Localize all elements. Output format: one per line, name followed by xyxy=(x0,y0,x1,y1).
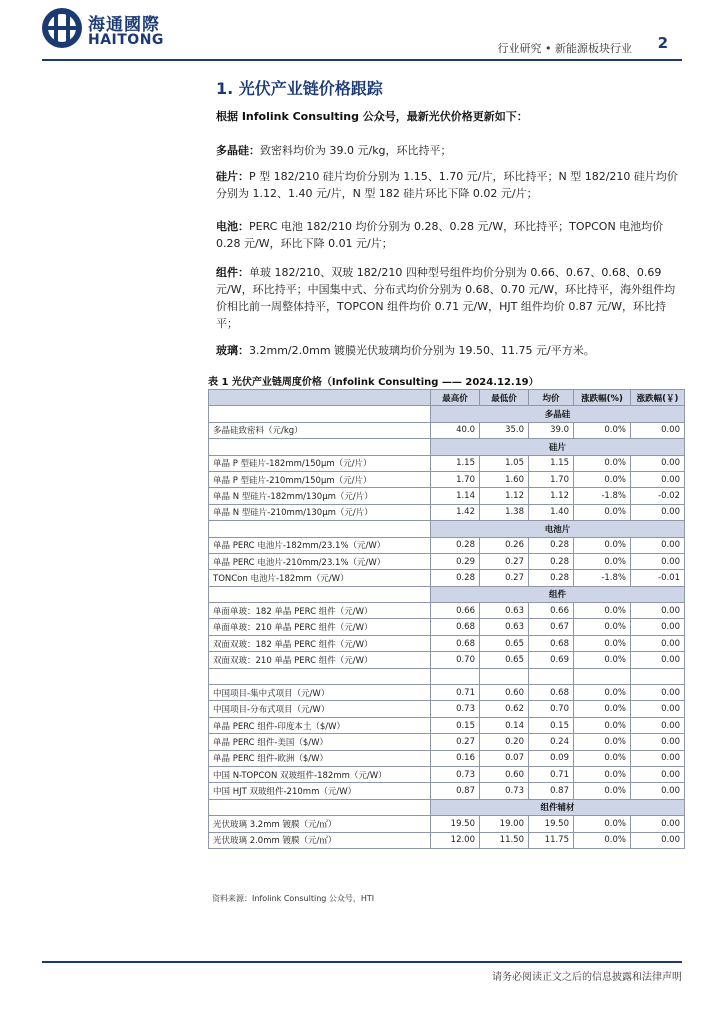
table-row xyxy=(209,537,685,553)
haitong-logo-icon xyxy=(42,8,82,48)
table-cell: 0.00 xyxy=(631,537,685,553)
table-row xyxy=(209,717,685,733)
table-cell: 0.28 xyxy=(529,570,574,586)
table-cell: 1.38 xyxy=(480,504,529,520)
table-cell: 0.07 xyxy=(480,750,529,766)
table-category-row xyxy=(209,521,685,537)
table-cell: 1.05 xyxy=(480,455,529,471)
paragraph-cell: 电池：PERC 电池 182/210 均价分别为 0.28、0.28 元/W，环比持平；TOPCON 电池均价 0.28 元/W，环比下降 0.01 元/片； xyxy=(216,220,664,250)
table-cell: 0.27 xyxy=(480,570,529,586)
table-row xyxy=(209,422,685,438)
table-cell: 0.00 xyxy=(631,816,685,832)
table-cell: 0.16 xyxy=(431,750,480,766)
price-table-container xyxy=(208,389,684,849)
table-cell: 0.27 xyxy=(480,553,529,569)
table-cell: 0.28 xyxy=(431,537,480,553)
table-body xyxy=(209,406,685,849)
table-cell xyxy=(574,668,631,684)
table-row xyxy=(209,455,685,471)
table-row-label: 单晶 PERC 组件-欧洲（$/W） xyxy=(209,750,431,766)
table-cell: 0.73 xyxy=(480,783,529,799)
table-cell: 0.00 xyxy=(631,603,685,619)
table-category-row xyxy=(209,586,685,602)
table-cell: 1.70 xyxy=(529,471,574,487)
section-title: 1. 光伏产业链价格跟踪 xyxy=(216,79,383,98)
table-cell: 12.00 xyxy=(431,832,480,848)
table-cell: 0.00 xyxy=(631,652,685,668)
table-cell: 19.50 xyxy=(431,816,480,832)
table-row-label: 光伏玻璃 2.0mm 镀膜（元/㎡） xyxy=(209,832,431,848)
table-cell: 0.0% xyxy=(574,783,631,799)
paragraph-polysilicon: 多晶硅：致密料均价为 39.0 元/kg，环比持平； xyxy=(216,144,452,157)
table-cell: 0.71 xyxy=(431,685,480,701)
table-cell: 0.00 xyxy=(631,783,685,799)
table-row xyxy=(209,816,685,832)
table-row-label: 单面单玻：182 单晶 PERC 组件（元/W） xyxy=(209,603,431,619)
table-cell: 0.0% xyxy=(574,750,631,766)
table-cell: 0.0% xyxy=(574,537,631,553)
table-cell: 0.87 xyxy=(431,783,480,799)
table-cell: 0.70 xyxy=(529,701,574,717)
table-cell: 0.68 xyxy=(431,619,480,635)
table-category-label: 组件辅材 xyxy=(431,799,685,815)
table-row-label: 单晶 N 型硅片-182mm/130μm（元/片） xyxy=(209,488,431,504)
table-row xyxy=(209,685,685,701)
table-row xyxy=(209,652,685,668)
table-cell: 0.68 xyxy=(431,635,480,651)
table-category-label: 组件 xyxy=(431,586,685,602)
table-cell: 39.0 xyxy=(529,422,574,438)
logo-chinese-text: 海通國際 xyxy=(88,15,160,35)
logo-english-text: HAITONG xyxy=(88,32,164,48)
table-header-cell: 最高价 xyxy=(431,390,480,406)
table-cell: 11.50 xyxy=(480,832,529,848)
table-cell: 0.00 xyxy=(631,734,685,750)
table-cell: 1.42 xyxy=(431,504,480,520)
table-header-row xyxy=(209,390,685,406)
table-cell: 0.00 xyxy=(631,766,685,782)
table-cell: 35.0 xyxy=(480,422,529,438)
table-cell: 0.0% xyxy=(574,685,631,701)
table-row-label: 中国项目-分布式项目（元/W） xyxy=(209,701,431,717)
table-category-row xyxy=(209,406,685,422)
page-number: 2 xyxy=(657,34,668,52)
table-cell xyxy=(480,668,529,684)
table-cell: 0.73 xyxy=(431,766,480,782)
table-cell: 0.15 xyxy=(529,717,574,733)
table-cell: 0.00 xyxy=(631,717,685,733)
table-row-label: 单晶 PERC 电池片-210mm/23.1%（元/W） xyxy=(209,553,431,569)
table-row-label: 双面双玻：210 单晶 PERC 组件（元/W） xyxy=(209,652,431,668)
table-header-cell: 均价 xyxy=(529,390,574,406)
table-cell xyxy=(431,668,480,684)
table-cell: 0.63 xyxy=(480,603,529,619)
table-cell: 0.00 xyxy=(631,701,685,717)
table-row-label: 光伏玻璃 3.2mm 镀膜（元/㎡） xyxy=(209,816,431,832)
table-cell: -1.8% xyxy=(574,570,631,586)
table-cell: 0.0% xyxy=(574,603,631,619)
table-row xyxy=(209,635,685,651)
table-cell xyxy=(209,406,431,422)
table-row xyxy=(209,471,685,487)
table-source: 资料来源：Infolink Consulting 公众号，HTI xyxy=(212,894,375,903)
table-cell: 0.00 xyxy=(631,553,685,569)
table-cell: 0.73 xyxy=(431,701,480,717)
table-header-cell xyxy=(209,390,431,406)
table-row xyxy=(209,570,685,586)
paragraph-module: 组件：单玻 182/210、双玻 182/210 四种型号组件均价分别为 0.66、0.67、0.68、0.69 元/W，环比持平；中国集中式、分布式均价分别为 0.68、0.70 元/W，环比持平，海外组件均价相比前一周整体持平，TOPCON 组件均价 0.71 元/W，HJT 组件均价 0.87 元/W，环比持平； xyxy=(216,266,676,330)
table-row-label: 单晶 P 型硅片-182mm/150μm（元/片） xyxy=(209,455,431,471)
table-category-row xyxy=(209,799,685,815)
table-cell: 0.0% xyxy=(574,553,631,569)
table-row xyxy=(209,734,685,750)
table-cell xyxy=(529,668,574,684)
table-row-label: 双面双玻：182 单晶 PERC 组件（元/W） xyxy=(209,635,431,651)
price-table xyxy=(208,389,685,849)
table-category-label: 硅片 xyxy=(431,439,685,455)
table-cell: 0.28 xyxy=(529,537,574,553)
haitong-logo xyxy=(42,8,162,52)
table-cell: 0.00 xyxy=(631,422,685,438)
table-cell: 0.27 xyxy=(431,734,480,750)
table-cell: 0.68 xyxy=(529,685,574,701)
table-cell: 0.62 xyxy=(480,701,529,717)
table-cell: 0.65 xyxy=(480,635,529,651)
table-row xyxy=(209,619,685,635)
table-cell: 0.67 xyxy=(529,619,574,635)
table-row xyxy=(209,504,685,520)
table-cell xyxy=(209,586,431,602)
table-row xyxy=(209,553,685,569)
table-cell: 0.00 xyxy=(631,750,685,766)
table-cell xyxy=(631,668,685,684)
table-cell: 0.69 xyxy=(529,652,574,668)
table-cell: 0.0% xyxy=(574,734,631,750)
table-row-label: TONCon 电池片-182mm（元/W） xyxy=(209,570,431,586)
table-row-label: 单晶 N 型硅片-210mm/130μm（元/片） xyxy=(209,504,431,520)
table-cell: 0.0% xyxy=(574,816,631,832)
table-cell: 0.0% xyxy=(574,717,631,733)
table-cell: 11.75 xyxy=(529,832,574,848)
footer-divider xyxy=(42,961,682,963)
table-cell: 0.28 xyxy=(431,570,480,586)
table-cell: 0.29 xyxy=(431,553,480,569)
table-cell: -0.02 xyxy=(631,488,685,504)
table-cell: 0.0% xyxy=(574,619,631,635)
table-cell: 0.15 xyxy=(431,717,480,733)
table-cell: 0.00 xyxy=(631,619,685,635)
table-cell: 0.60 xyxy=(480,685,529,701)
table-header-cell: 涨跌幅(￥) xyxy=(631,390,685,406)
table-category-label: 多晶硅 xyxy=(431,406,685,422)
table-row-label: 中国 HJT 双玻组件-210mm（元/W） xyxy=(209,783,431,799)
table-cell xyxy=(209,668,431,684)
table-row-label: 单晶 PERC 组件-美国（$/W） xyxy=(209,734,431,750)
table-cell: 0.87 xyxy=(529,783,574,799)
table-cell: 0.0% xyxy=(574,455,631,471)
table-row xyxy=(209,832,685,848)
table-cell: 0.0% xyxy=(574,766,631,782)
header-divider xyxy=(42,59,682,61)
intro-paragraph: 根据 Infolink Consulting 公众号，最新光伏价格更新如下： xyxy=(216,110,528,123)
table-cell: 0.20 xyxy=(480,734,529,750)
page-header xyxy=(0,0,724,62)
table-cell: 0.60 xyxy=(480,766,529,782)
paragraph-wafer: 硅片：P 型 182/210 硅片均价分别为 1.15、1.70 元/片，环比持平；N 型 182/210 硅片均价分别为 1.12、1.40 元/片，N 型 182 硅片环比下降 0.02 元/片； xyxy=(216,170,678,200)
table-cell: -0.01 xyxy=(631,570,685,586)
table-cell: 1.15 xyxy=(431,455,480,471)
table-cell: 0.24 xyxy=(529,734,574,750)
table-row-label: 单晶 PERC 电池片-182mm/23.1%（元/W） xyxy=(209,537,431,553)
table-cell: 0.0% xyxy=(574,471,631,487)
table-cell: 0.0% xyxy=(574,422,631,438)
paragraph-glass: 玻璃：3.2mm/2.0mm 镀膜光伏玻璃均价分别为 19.50、11.75 元/平方米。 xyxy=(216,344,595,357)
table-row-label: 单面单玻：210 单晶 PERC 组件（元/W） xyxy=(209,619,431,635)
table-row xyxy=(209,783,685,799)
table-cell: 1.12 xyxy=(480,488,529,504)
table-header-cell: 最低价 xyxy=(480,390,529,406)
table-cell: 0.14 xyxy=(480,717,529,733)
table-row xyxy=(209,488,685,504)
table-cell: 0.26 xyxy=(480,537,529,553)
table-cell: 0.09 xyxy=(529,750,574,766)
table-row xyxy=(209,766,685,782)
table-caption: 表 1 光伏产业链周度价格（Infolink Consulting —— 2024.12.19） xyxy=(208,377,539,388)
table-cell: 1.12 xyxy=(529,488,574,504)
table-cell xyxy=(209,521,431,537)
table-cell: 1.60 xyxy=(480,471,529,487)
table-cell: -1.8% xyxy=(574,488,631,504)
table-cell: 0.00 xyxy=(631,504,685,520)
table-row-label: 中国 N-TOPCON 双玻组件-182mm（元/W） xyxy=(209,766,431,782)
table-cell: 0.28 xyxy=(529,553,574,569)
table-cell: 40.0 xyxy=(431,422,480,438)
table-cell: 0.0% xyxy=(574,635,631,651)
table-cell: 0.71 xyxy=(529,766,574,782)
table-cell: 0.00 xyxy=(631,455,685,471)
table-cell xyxy=(209,799,431,815)
table-cell: 0.00 xyxy=(631,685,685,701)
table-category-row xyxy=(209,439,685,455)
table-row-label: 多晶硅致密料（元/kg） xyxy=(209,422,431,438)
table-row-label: 单晶 P 型硅片-210mm/150μm（元/片） xyxy=(209,471,431,487)
table-cell: 0.66 xyxy=(431,603,480,619)
table-cell: 19.50 xyxy=(529,816,574,832)
table-cell: 0.66 xyxy=(529,603,574,619)
table-row-label: 单晶 PERC 组件-印度本土（$/W） xyxy=(209,717,431,733)
table-cell: 0.0% xyxy=(574,701,631,717)
table-cell: 0.00 xyxy=(631,832,685,848)
table-cell: 0.0% xyxy=(574,832,631,848)
table-cell: 0.0% xyxy=(574,504,631,520)
table-row xyxy=(209,750,685,766)
table-category-label: 电池片 xyxy=(431,521,685,537)
table-cell: 1.14 xyxy=(431,488,480,504)
table-cell xyxy=(209,439,431,455)
table-cell: 0.00 xyxy=(631,635,685,651)
table-cell: 0.65 xyxy=(480,652,529,668)
table-row-label: 中国项目-集中式项目（元/W） xyxy=(209,685,431,701)
table-cell: 0.0% xyxy=(574,652,631,668)
table-cell: 0.00 xyxy=(631,471,685,487)
table-cell: 0.68 xyxy=(529,635,574,651)
table-row xyxy=(209,603,685,619)
table-cell: 0.63 xyxy=(480,619,529,635)
table-blank-row xyxy=(209,668,685,684)
table-cell: 0.70 xyxy=(431,652,480,668)
table-header-cell: 涨跌幅(%) xyxy=(574,390,631,406)
table-row xyxy=(209,701,685,717)
table-cell: 1.70 xyxy=(431,471,480,487)
table-cell: 1.15 xyxy=(529,455,574,471)
report-type: 行业研究 • 新能源板块行业 xyxy=(497,42,632,55)
table-cell: 19.00 xyxy=(480,816,529,832)
footer-disclaimer: 请务必阅读正文之后的信息披露和法律声明 xyxy=(492,972,682,983)
table-cell: 1.40 xyxy=(529,504,574,520)
